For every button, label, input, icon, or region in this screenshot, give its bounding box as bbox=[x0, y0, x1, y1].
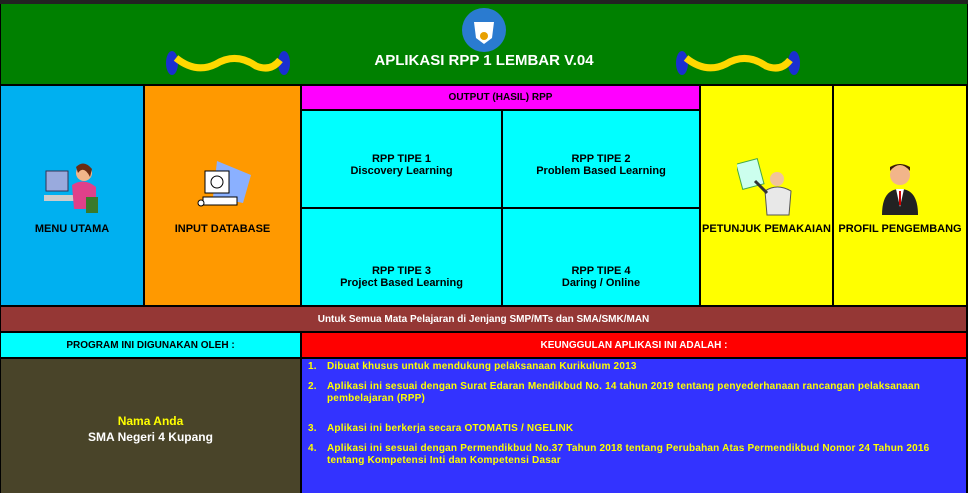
rpp-subtitle: Daring / Online bbox=[561, 277, 641, 289]
advantages-list bbox=[308, 361, 958, 471]
item-text: Aplikasi ini sesuai dengan Surat Edaran Mendikbud No. 14 tahun 2019 tentang penyederhanaan rancangan pelaksanaan pembelajaran (RPP) bbox=[327, 381, 921, 404]
subject-banner: Untuk Semua Mata Pelajaran di Jenjang SMP/MTs dan SMA/SMK/MAN bbox=[1, 307, 966, 331]
rpp-title: RPP TIPE 1 bbox=[371, 153, 432, 165]
school-name: SMA Negeri 4 Kupang bbox=[88, 430, 213, 444]
rpp-tipe-4-button[interactable] bbox=[503, 209, 699, 305]
rpp-subtitle: Discovery Learning bbox=[350, 165, 453, 177]
rpp-subtitle: Project Based Learning bbox=[340, 277, 463, 289]
rpp-subtitle: Problem Based Learning bbox=[536, 165, 666, 177]
user-name: Nama Anda bbox=[117, 414, 184, 428]
presenter-icon bbox=[737, 157, 797, 217]
petunjuk-label: PETUNJUK PEMAKAIAN bbox=[702, 222, 831, 235]
item-number: 2. bbox=[308, 381, 317, 392]
person-at-computer-icon bbox=[42, 157, 102, 217]
profil-label: PROFIL PENGEMBANG bbox=[838, 222, 962, 235]
item-text: Aplikasi ini berkerja secara OTOMATIS / NGELINK bbox=[327, 423, 574, 434]
app-title: APLIKASI RPP 1 LEMBAR V.04 bbox=[374, 52, 594, 69]
item-number: 1. bbox=[308, 361, 317, 372]
list-item bbox=[308, 361, 958, 373]
output-header: OUTPUT (HASIL) RPP bbox=[302, 86, 699, 109]
rpp-tipe-2-button[interactable] bbox=[503, 111, 699, 207]
businessman-icon bbox=[870, 157, 930, 217]
item-number: 3. bbox=[308, 423, 317, 434]
used-by-heading: PROGRAM INI DIGUNAKAN OLEH : bbox=[1, 333, 300, 357]
item-text: Aplikasi ini sesuai dengan Permendikbud No.37 Tahun 2018 tentang Perubahan Atas Permendikbud Nomor 24 Tahun 2016 tentang Kompetensi Inti dan Kompetensi Dasar bbox=[327, 443, 930, 466]
tut-wuri-handayani-logo-icon bbox=[462, 8, 506, 52]
menu-utama-label: MENU UTAMA bbox=[34, 222, 110, 235]
rpp-tipe-1-button[interactable] bbox=[302, 111, 501, 207]
petunjuk-pemakaian-button[interactable] bbox=[701, 86, 832, 305]
item-text: Dibuat khusus untuk mendukung pelaksanaan Kurikulum 2013 bbox=[327, 361, 637, 372]
input-database-button[interactable] bbox=[145, 86, 300, 305]
list-item bbox=[308, 381, 958, 405]
user-info-panel bbox=[1, 359, 300, 493]
computer-icon bbox=[193, 157, 253, 217]
advantages-heading: KEUNGGULAN APLIKASI INI ADALAH : bbox=[302, 333, 966, 357]
rpp-title: RPP TIPE 2 bbox=[571, 153, 631, 165]
input-database-label: INPUT DATABASE bbox=[174, 222, 271, 235]
profil-pengembang-button[interactable] bbox=[834, 86, 966, 305]
item-number: 4. bbox=[308, 443, 317, 454]
menu-utama-button[interactable] bbox=[1, 86, 143, 305]
rpp-title: RPP TIPE 3 bbox=[371, 265, 432, 277]
rpp-tipe-3-button[interactable] bbox=[302, 209, 501, 305]
rpp-title: RPP TIPE 4 bbox=[571, 265, 631, 277]
list-item bbox=[308, 423, 958, 435]
list-item bbox=[308, 443, 958, 467]
